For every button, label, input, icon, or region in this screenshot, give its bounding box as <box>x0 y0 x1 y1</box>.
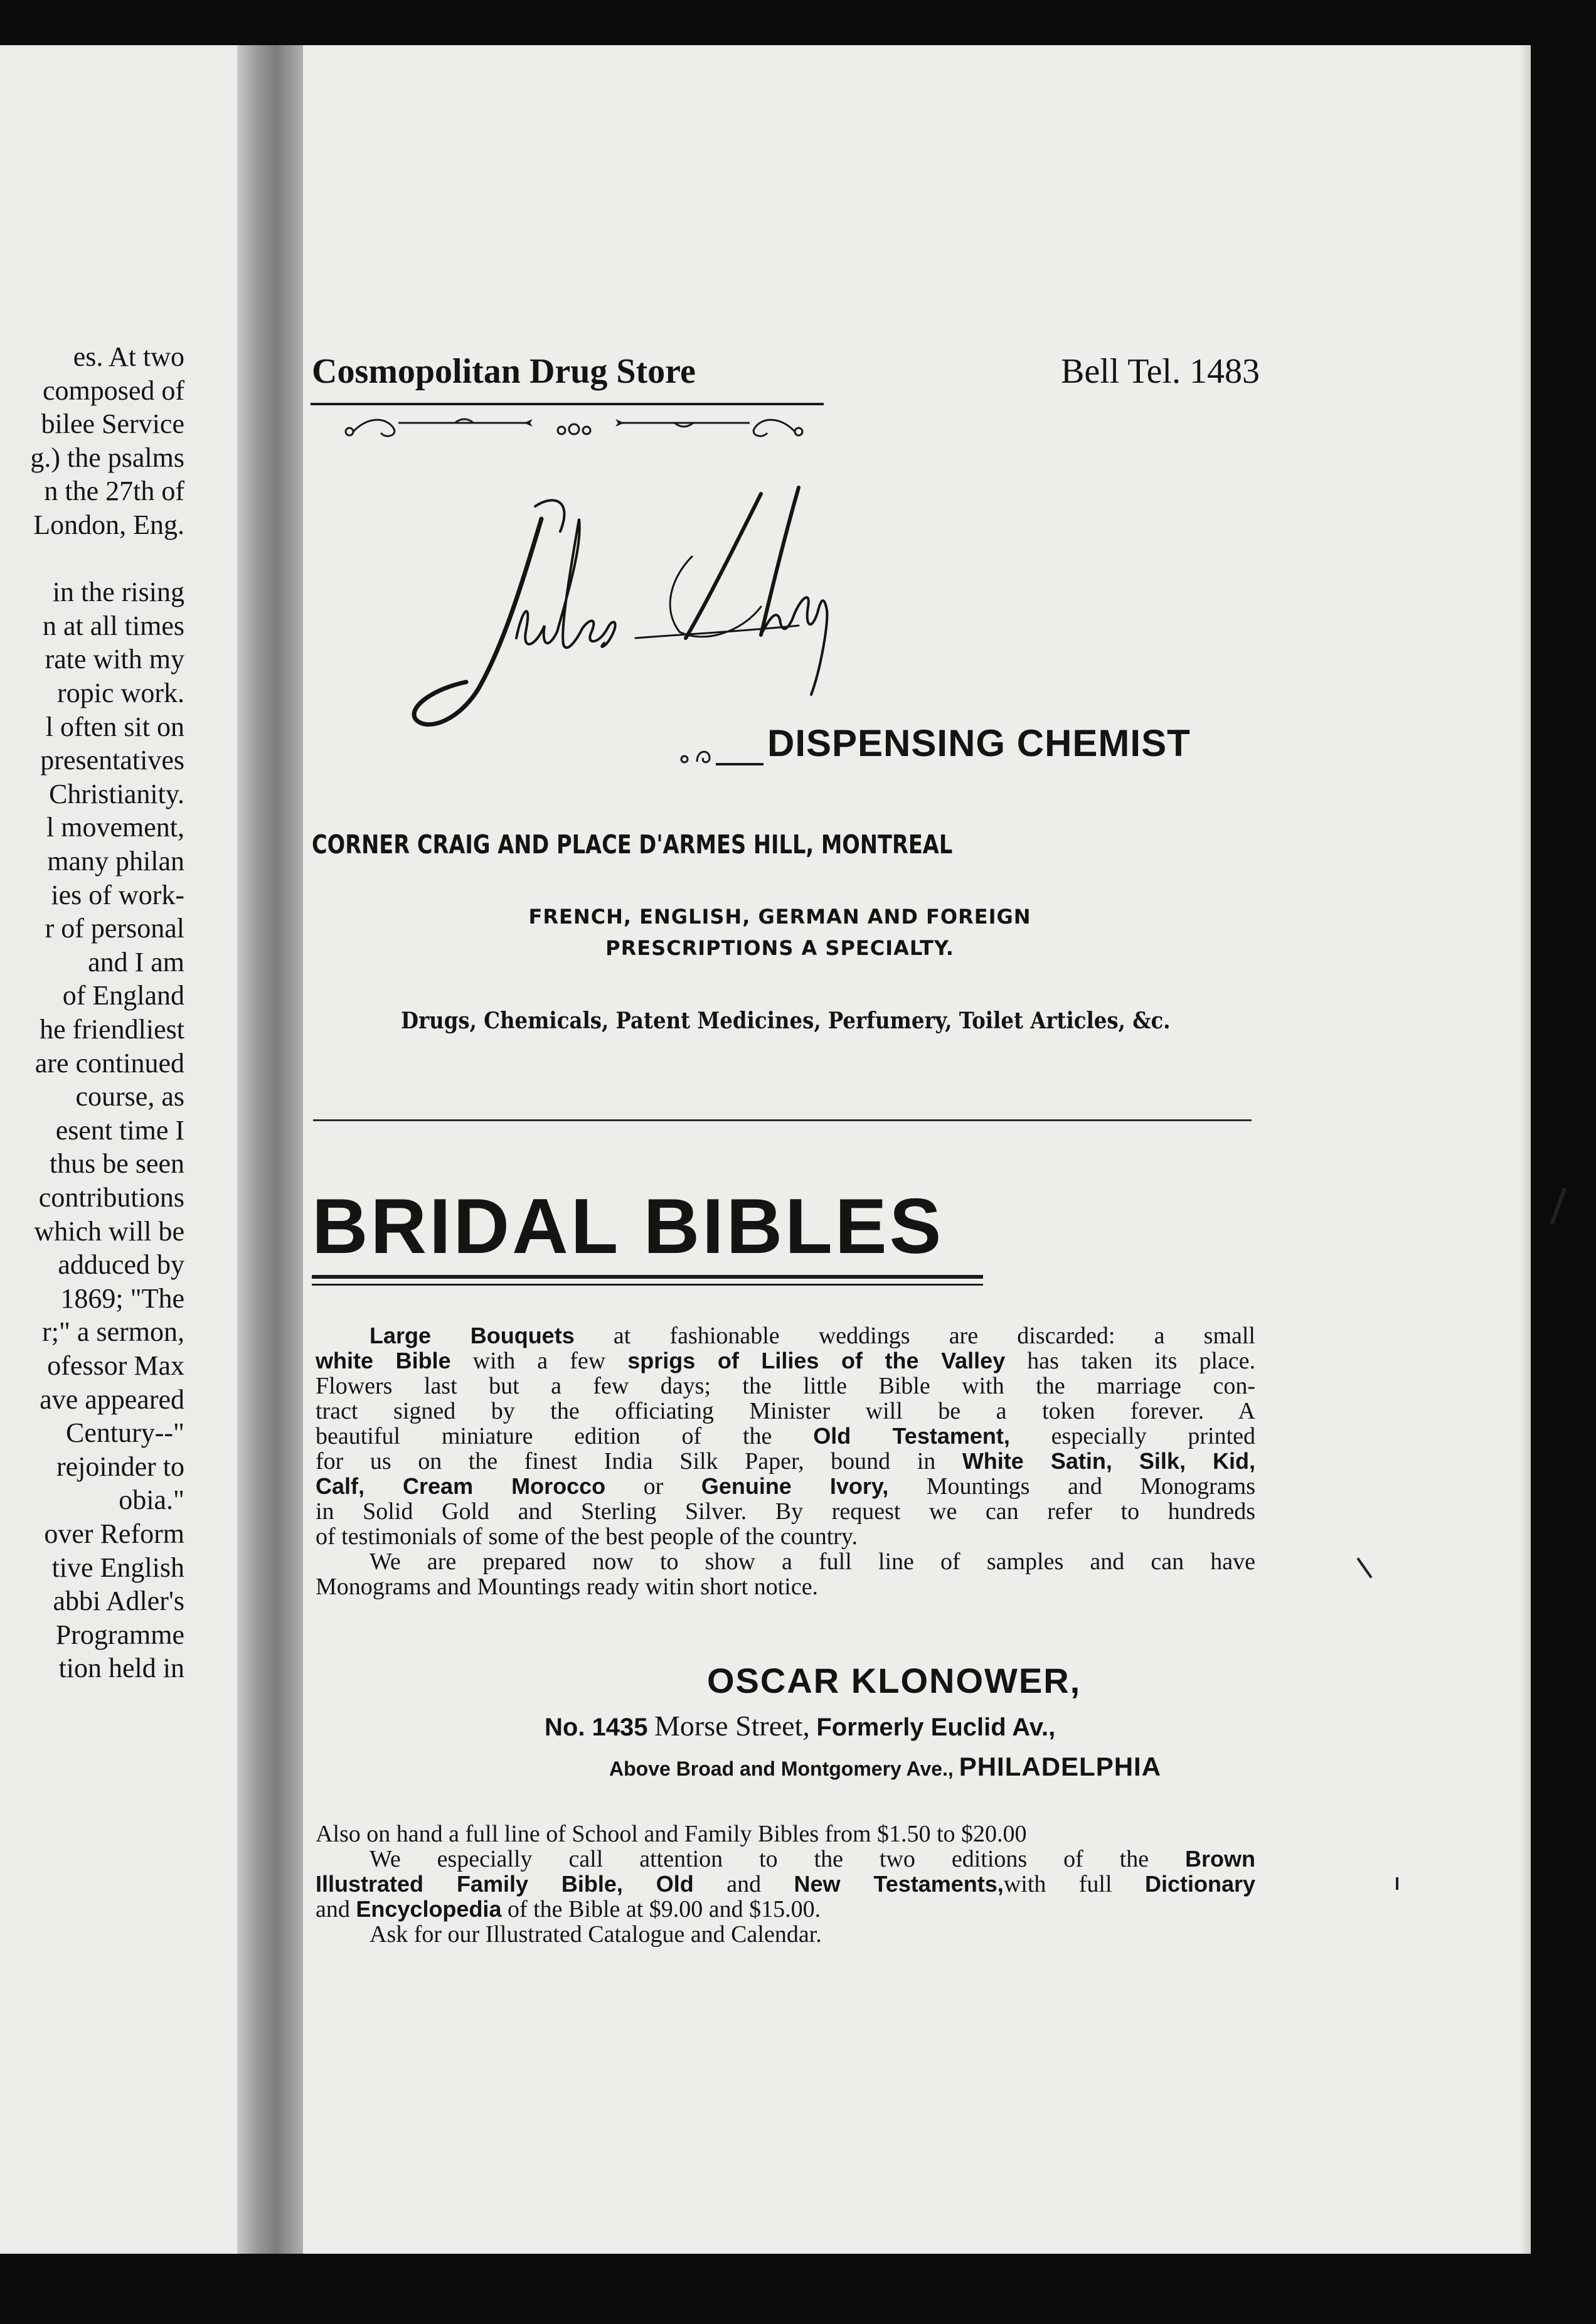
facing-page-line: tive English <box>51 1552 184 1583</box>
facing-page-line: adduced by <box>58 1249 184 1281</box>
facing-page-line: and I am <box>88 946 184 978</box>
facing-page-line: contributions <box>38 1182 184 1213</box>
vendor-street-address: No. 1435 Morse Street, Formerly Euclid Av., <box>545 1710 1056 1742</box>
paragraph-line: white Bible with a few sprigs of Lilies of the Valley has taken its place. <box>316 1348 1255 1374</box>
facing-page-line: r;" a sermon, <box>42 1316 184 1348</box>
paragraph-line: of testimonials of some of the best people of the country. <box>316 1523 858 1550</box>
paragraph-line: Illustrated Family Bible, Old and New Testaments,with full Dictionary <box>316 1871 1255 1897</box>
facing-page-line: l movement, <box>46 812 184 843</box>
facing-page-line: r of personal <box>45 913 184 944</box>
facing-page-line: Century--" <box>65 1417 184 1449</box>
facing-page-line: Christianity. <box>49 778 184 809</box>
prescriptions-line-1: FRENCH, ENGLISH, GERMAN AND FOREIGN <box>528 905 1031 929</box>
facing-page-line: n at all times <box>42 610 184 641</box>
store-name: Cosmopolitan Drug Store <box>312 352 696 391</box>
facing-page-line: course, as <box>75 1081 184 1112</box>
facing-page-line: many philan <box>47 846 184 877</box>
facing-page-line: London, Eng. <box>33 509 184 540</box>
store-address: CORNER CRAIG AND PLACE D'ARMES HILL, MONTREAL <box>312 829 953 860</box>
advertisement-page <box>303 45 1531 2254</box>
paragraph-line: tract signed by the officiating Minister will be a token forever. A <box>316 1398 1255 1424</box>
paragraph-line: Flowers last but a few days; the little Bible with the marriage con- <box>316 1373 1255 1399</box>
facing-page-line: esent time I <box>55 1114 184 1146</box>
products-list: Drugs, Chemicals, Patent Medicines, Perfumery, Toilet Articles, &c. <box>401 1008 1171 1034</box>
paragraph-line: Also on hand a full line of School and Family Bibles from $1.50 to $20.00 <box>316 1821 1027 1847</box>
facing-page-line: presentatives <box>40 745 184 776</box>
paragraph-line: for us on the finest India Silk Paper, bound in White Satin, Silk, Kid, <box>316 1448 1255 1474</box>
facing-page-line: l often sit on <box>45 711 184 742</box>
paragraph-line: Calf, Cream Morocco or Genuine Ivory, Mountings and Monograms <box>316 1473 1255 1500</box>
facing-page-line: are continued <box>35 1047 184 1079</box>
facing-page-line: tion held in <box>58 1653 184 1684</box>
store-name-underline <box>311 403 824 405</box>
facing-page-line: he friendliest <box>40 1014 184 1045</box>
heading-rule-thick <box>312 1275 983 1279</box>
section-divider <box>313 1119 1252 1121</box>
book-gutter <box>237 45 303 2254</box>
paragraph-line: in Solid Gold and Sterling Silver. By request we can refer to hundreds <box>316 1498 1255 1525</box>
facing-page-line: ofessor Max <box>47 1350 184 1381</box>
facing-page-line: of England <box>62 980 184 1011</box>
facing-page-line: which will be <box>34 1215 184 1247</box>
facing-page-line: n the 27th of <box>44 476 184 507</box>
paragraph-line: Monograms and Mountings ready witin short notice. <box>316 1574 819 1600</box>
scan-mark <box>1396 1877 1398 1890</box>
facing-page-line: bilee Service <box>41 408 184 440</box>
facing-page-line: Programme <box>55 1619 184 1650</box>
vendor-city-line: Above Broad and Montgomery Ave., PHILADELPHIA <box>609 1752 1162 1781</box>
facing-page-line: ies of work- <box>51 879 184 910</box>
bridal-bibles-heading: BRIDAL BIBLES <box>312 1183 944 1270</box>
paragraph-line: Large Bouquets at fashionable weddings are discarded: a small <box>370 1323 1255 1349</box>
vendor-name: OSCAR KLONOWER, <box>707 1661 1082 1700</box>
flourish-ornament <box>342 410 806 445</box>
paragraph-line: beautiful miniature edition of the Old Testament, especially printed <box>316 1423 1255 1449</box>
heading-rule-thin <box>312 1284 983 1286</box>
facing-page-line: in the rising <box>52 577 184 608</box>
facing-page-line: rejoinder to <box>56 1451 184 1482</box>
chemist-ornament <box>678 743 766 768</box>
bridal-bibles-paragraph <box>316 1324 1255 1600</box>
paragraph-line: We especially call attention to the two editions of the Brown <box>370 1846 1255 1872</box>
scan-mark <box>1550 1188 1567 1224</box>
prescriptions-line-2: PRESCRIPTIONS A SPECIALTY. <box>605 936 954 960</box>
facing-page-line: over Reform <box>44 1518 184 1549</box>
facing-page-line: rate with my <box>45 644 184 675</box>
facing-page-line: ave appeared <box>40 1383 184 1415</box>
facing-page-line: es. At two <box>73 341 184 372</box>
paragraph-line: We are prepared now to show a full line of samples and can have <box>370 1548 1255 1575</box>
dispensing-chemist-title: DISPENSING CHEMIST <box>767 722 1191 764</box>
phone-number: Bell Tel. 1483 <box>1060 352 1260 391</box>
facing-page-line: 1869; "The <box>60 1282 184 1314</box>
paragraph-line: and Encyclopedia of the Bible at $9.00 and $15.00. <box>316 1896 821 1922</box>
facing-page-line: ropic work. <box>57 678 184 708</box>
facing-page-line: thus be seen <box>49 1148 184 1180</box>
facing-page <box>0 45 237 2254</box>
facing-page-line: obia." <box>119 1484 184 1516</box>
footer-paragraph <box>316 1822 1255 1948</box>
scan-mark <box>1356 1557 1372 1578</box>
paragraph-line: Ask for our Illustrated Catalogue and Calendar. <box>370 1921 822 1948</box>
facing-page-line: abbi Adler's <box>53 1586 184 1617</box>
facing-page-line: g.) the psalms <box>30 442 184 473</box>
facing-page-line: composed of <box>42 375 184 406</box>
